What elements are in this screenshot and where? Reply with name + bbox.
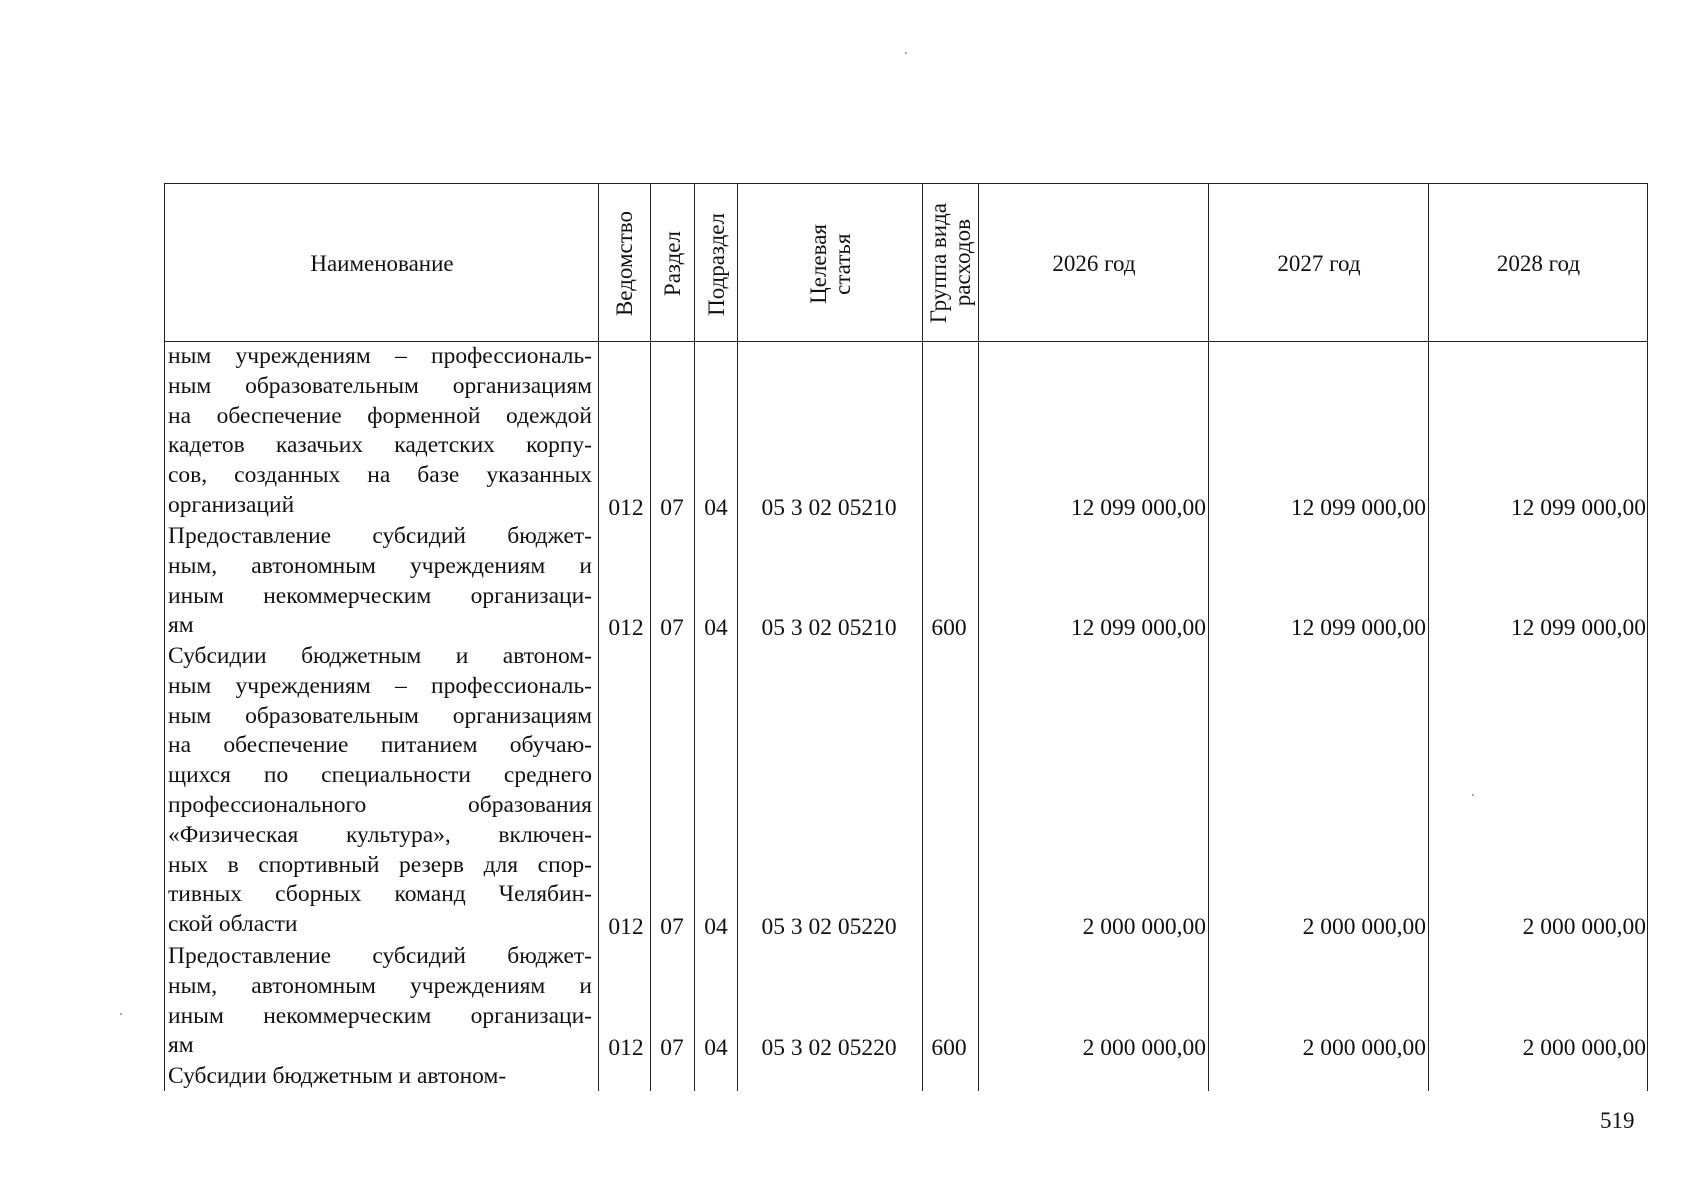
table-top-border: [164, 183, 1648, 184]
header-celevaya-label: [807, 224, 855, 304]
razdel-cell: 07: [660, 495, 684, 521]
podrazdel-cell: 04: [704, 914, 728, 941]
row-name-line: ным образовательным организациям: [168, 372, 592, 399]
row-name-cell: [168, 522, 592, 641]
header-2027: [1210, 186, 1428, 342]
header-vedomstvo-label: Ведомство: [612, 211, 637, 317]
header-2026: [980, 186, 1208, 342]
header-celevaya: [739, 186, 922, 342]
row-name-line: Субсидии бюджетным и автоном-: [168, 1063, 507, 1089]
amount-2027-cell: 2 000 000,00: [1302, 914, 1426, 941]
row-name-line: Предоставление субсидий бюджет-: [168, 523, 592, 549]
header-2028-label: 2028 год: [1496, 251, 1581, 276]
header-gruppa-line1: Группа вида: [926, 202, 951, 324]
col-divider-razdel: [694, 183, 695, 1091]
header-razdel-label: Раздел: [660, 231, 685, 297]
amount-2026-cell: 2 000 000,00: [1082, 914, 1206, 941]
row-name-line: ных в спортивный резерв для спор-: [168, 851, 592, 878]
header-gruppa-line2: расходов: [950, 219, 975, 307]
header-gruppa-label: [927, 203, 975, 323]
gruppa-cell: 600: [931, 1035, 967, 1062]
podrazdel-cell: 04: [704, 495, 728, 521]
header-name-label: Наименование: [310, 251, 454, 276]
amount-2028-cell: 12 099 000,00: [1510, 615, 1646, 642]
amount-2028-cell: 12 099 000,00: [1510, 495, 1646, 521]
row-name-line: ской области: [168, 911, 298, 938]
header-2027-label: 2027 год: [1277, 251, 1361, 276]
row-name-line: иным некоммерческим организаци-: [168, 582, 592, 609]
col-divider-2027: [1428, 183, 1429, 1091]
col-divider-ved: [650, 183, 651, 1091]
celevaya-cell: 05 3 02 05210: [761, 615, 897, 642]
celevaya-cell: 05 3 02 05210: [761, 495, 897, 521]
amount-2028-cell: 2 000 000,00: [1522, 914, 1646, 941]
row-name-line: ным, автономным учреждениям и: [168, 972, 592, 999]
scan-speck: [1472, 794, 1474, 796]
row-name-line: профессионального образования: [168, 791, 592, 818]
row-name-line: ям: [168, 612, 194, 639]
header-vedomstvo: [600, 186, 650, 342]
row-name-cell: [168, 642, 592, 940]
gruppa-cell: 600: [931, 615, 967, 642]
podrazdel-cell: 04: [704, 1035, 728, 1062]
col-divider-name: [598, 183, 599, 1091]
col-divider-2026: [1208, 183, 1209, 1091]
header-celevaya-line1: Целевая: [805, 224, 831, 304]
header-2026-label: 2026 год: [1052, 251, 1136, 276]
row-name-line: на обеспечение питанием обучаю-: [168, 732, 592, 759]
row-name-line: на обеспечение форменной одеждой: [168, 402, 592, 429]
row-name-line: организаций: [168, 491, 295, 518]
header-celevaya-line2: статья: [829, 233, 855, 295]
row-name-cell: [168, 1062, 592, 1092]
amount-2026-cell: 2 000 000,00: [1082, 1035, 1206, 1062]
row-name-cell: [168, 342, 592, 521]
row-name-line: Субсидии бюджетным и автоном-: [168, 643, 592, 669]
amount-2027-cell: 2 000 000,00: [1302, 1035, 1426, 1062]
row-name-line: ям: [168, 1032, 194, 1059]
row-name-line: щихся по специальности среднего: [168, 762, 592, 789]
podrazdel-cell: 04: [704, 615, 728, 642]
vedomstvo-cell: 012: [608, 914, 644, 941]
razdel-cell: 07: [660, 615, 684, 642]
header-podrazdel: [696, 186, 737, 342]
row-name-line: ным, автономным учреждениям и: [168, 552, 592, 579]
row-name-line: тивных сборных команд Челябин-: [168, 881, 592, 908]
amount-2026-cell: 12 099 000,00: [1070, 495, 1206, 521]
header-name: [166, 186, 598, 342]
row-name-line: сов, созданных на базе указанных: [168, 462, 592, 489]
header-podrazdel-label: Подраздел: [703, 212, 729, 316]
celevaya-cell: 05 3 02 05220: [761, 1035, 897, 1062]
amount-2028-cell: 2 000 000,00: [1522, 1035, 1646, 1062]
row-name-line: Предоставление субсидий бюджет-: [168, 943, 592, 969]
amount-2027-cell: 12 099 000,00: [1290, 495, 1426, 521]
razdel-cell: 07: [660, 1035, 684, 1062]
vedomstvo-cell: 012: [608, 495, 644, 521]
vedomstvo-cell: 012: [608, 615, 644, 642]
row-name-line: иным некоммерческим организаци-: [168, 1002, 592, 1029]
header-gruppa: [924, 184, 978, 342]
vedomstvo-cell: 012: [608, 1035, 644, 1062]
amount-2026-cell: 12 099 000,00: [1070, 615, 1206, 642]
scan-speck: [120, 1013, 122, 1015]
scan-speck: [905, 52, 907, 54]
row-name-line: «Физическая культура», включен-: [168, 821, 592, 848]
row-name-cell: [168, 942, 592, 1061]
razdel-cell: 07: [660, 914, 684, 941]
amount-2027-cell: 12 099 000,00: [1290, 615, 1426, 642]
table-right-border: [1647, 183, 1648, 1091]
celevaya-cell: 05 3 02 05220: [761, 914, 897, 941]
table-left-border: [164, 183, 165, 1091]
row-name-line: ным учреждениям – профессиональ-: [168, 343, 592, 369]
row-name-line: ным образовательным организациям: [168, 702, 592, 729]
page-number: 519: [1600, 1108, 1635, 1133]
col-divider-gruppa: [978, 183, 979, 1091]
header-razdel: [652, 186, 694, 342]
row-name-line: ным учреждениям – профессиональ-: [168, 672, 592, 699]
header-2028: [1430, 186, 1647, 342]
row-name-line: кадетов казачьих кадетских корпу-: [168, 432, 592, 459]
